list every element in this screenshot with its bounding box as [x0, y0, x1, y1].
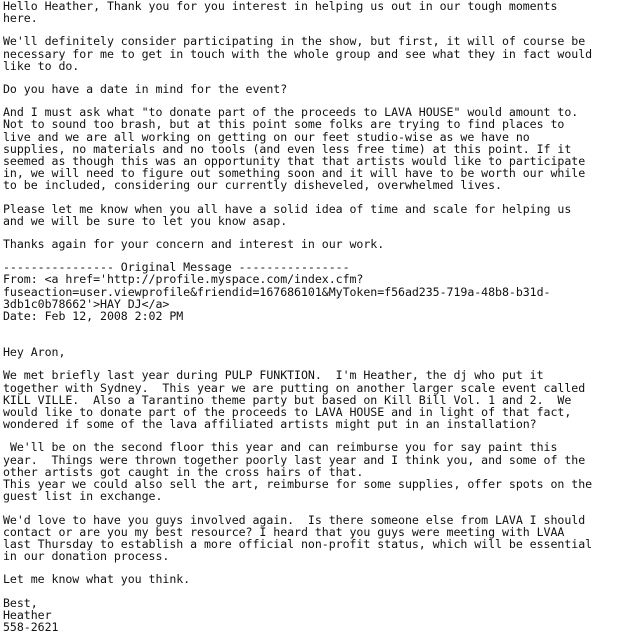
- from-line-continued: fuseaction=user.viewprofile&friendid=167686101&MyToken=f56ad235-719a-48b8-b31d-: [3, 284, 551, 299]
- signature-salutation: Best,: [3, 595, 38, 610]
- reply-greeting-paragraph: Hello Heather, Thank you for you interest in helping us out in our tough moments here.: [3, 0, 558, 26]
- original-greeting: Hey Aron,: [3, 345, 66, 360]
- signature-name: Heather: [3, 607, 52, 622]
- original-venue-paragraph: We'll be on the second floor this year and can reimburse you for say paint this year. Things were thrown together poorly last year and I think you, and some of the other artists got caught in the cross hairs of that. This year we could also sell the art, reimburse for some supplies, offer spots on the guest list in exchange.: [3, 440, 593, 504]
- email-body: [3, 0, 625, 633]
- from-line-end: 3db1c0b78662'>HAY DJ</a>: [3, 296, 170, 311]
- original-intro-paragraph: We met briefly last year during PULP FUNKTION. I'm Heather, the dj who put it together with Sydney. This year we are putting on another larger scale event called KILL VILLE. Also a Tarantino theme party but based on Kill Bill Vol. 1 and 2. We would like to donate part of the proceeds to LAVA HOUSE and in light of that fact, wondered if some of the lava affiliated artists might put in an installation?: [3, 368, 586, 432]
- date-line: Date: Feb 12, 2008 2:02 PM: [3, 309, 184, 324]
- original-closing-line: Let me know what you think.: [3, 572, 191, 587]
- reply-participation-paragraph: We'll definitely consider participating in the show, but first, it will of course be necessary for me to get in touch with the whole group and see what they in fact would like to do.: [3, 34, 593, 73]
- original-message-divider: ---------------- Original Message ----------------: [3, 260, 350, 275]
- reply-donation-paragraph: And I must ask what "to donate part of the proceeds to LAVA HOUSE" would amount to. Not to sound too brash, but at this point some folks are trying to find places to live and we are all working on getting on our feet studio-wise as we have no supplies, no materials and no tools (and even less free time) at this point. If it seemed as though this was an opportunity that that artists would like to participate in, we will need to figure out something soon and it will have to be worth our while to be included, considering our currently disheveled, overwhelmed lives.: [3, 105, 586, 193]
- signature: [3, 597, 625, 634]
- original-involvement-paragraph: We'd love to have you guys involved again. Is there someone else from LAVA I should contact or are you my best resource? I heard that you guys were meeting with LVAA last Thursday to establish a more official non-profit status, which will be essential in our donation process.: [3, 512, 593, 564]
- original-message-header: [3, 261, 625, 322]
- from-line: From: <a href='http://profile.myspace.com/index.cfm?: [3, 272, 364, 287]
- signature-phone: 558-2621: [3, 619, 59, 634]
- reply-request-paragraph: Please let me know when you all have a solid idea of time and scale for helping us and we will be sure to let you know asap.: [3, 201, 572, 228]
- reply-thanks-paragraph: Thanks again for your concern and interest in our work.: [3, 237, 385, 252]
- reply-date-question: Do you have a date in mind for the event?: [3, 82, 288, 97]
